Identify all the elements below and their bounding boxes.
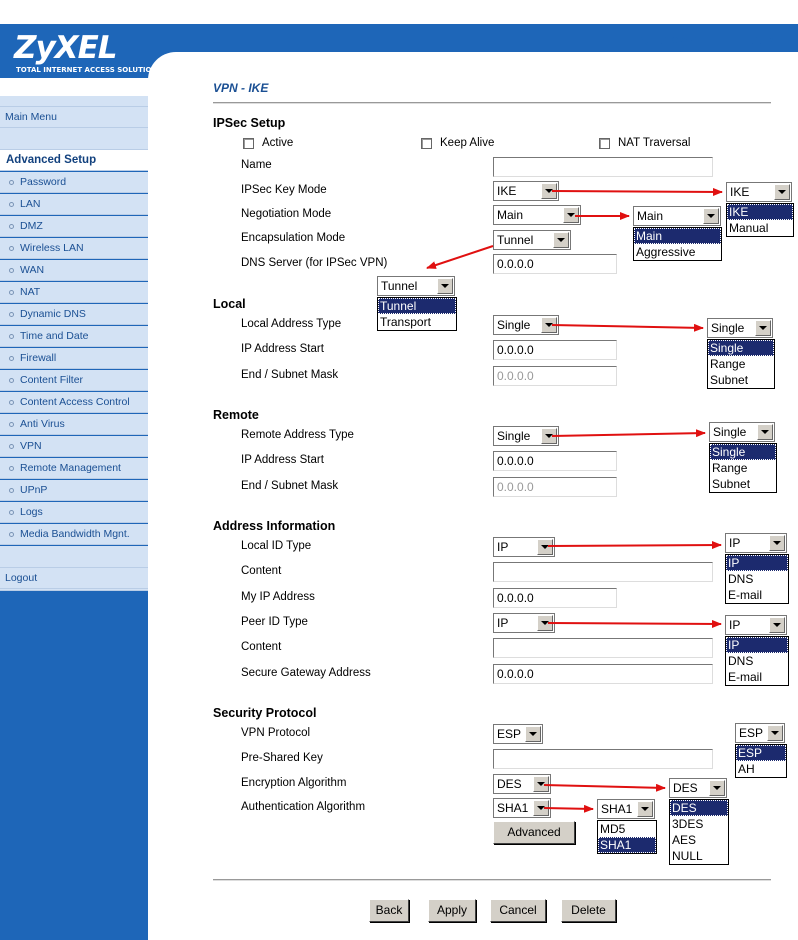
key-mode-select[interactable] xyxy=(493,181,559,201)
nat-traversal-checkbox[interactable] xyxy=(599,138,610,149)
encapsulation-select[interactable] xyxy=(493,230,571,250)
divider xyxy=(213,879,771,881)
local-ip-start-label: IP Address Start xyxy=(241,343,324,355)
select-value: SHA1 xyxy=(601,802,633,816)
sidebar-item-logs[interactable] xyxy=(0,502,148,523)
remote-end-input[interactable]: 0.0.0.0 xyxy=(493,477,617,497)
select-value: Main xyxy=(497,208,524,222)
bullet-icon xyxy=(9,466,14,471)
zyxel-logo: ZyXEL xyxy=(14,30,117,66)
option[interactable]: MD5 xyxy=(600,822,626,836)
sidebar-spacer xyxy=(0,546,148,568)
encryption-label: Encryption Algorithm xyxy=(241,777,347,789)
arrow xyxy=(544,808,593,809)
select-value: SHA1 xyxy=(497,801,529,815)
sidebar-item-remote-management[interactable] xyxy=(0,458,148,479)
sidebar-item-label: Remote Management xyxy=(20,462,121,474)
option[interactable]: SHA1 xyxy=(598,837,656,853)
key-mode-label: IPSec Key Mode xyxy=(241,184,327,196)
local-address-type-select-expanded[interactable] xyxy=(707,318,773,338)
option[interactable]: Range xyxy=(710,357,746,371)
sidebar-item-label: Media Bandwidth Mgnt. xyxy=(20,528,130,540)
option[interactable]: Tunnel xyxy=(378,298,456,314)
option[interactable]: NULL xyxy=(672,849,703,863)
active-checkbox[interactable] xyxy=(243,138,254,149)
option[interactable]: E-mail xyxy=(728,670,763,684)
name-input[interactable] xyxy=(493,157,713,177)
select-value: Tunnel xyxy=(381,279,418,293)
chevron-down-icon xyxy=(755,320,771,336)
sidebar-item-label: WAN xyxy=(20,264,45,276)
option[interactable]: Subnet xyxy=(712,477,751,491)
remote-end-label: End / Subnet Mask xyxy=(241,480,339,492)
local-address-type-options xyxy=(707,339,775,389)
encryption-select[interactable] xyxy=(493,774,551,794)
logo-tagline: TOTAL INTERNET ACCESS SOLUTION xyxy=(16,66,158,74)
site-map-link[interactable]: SITE MAP xyxy=(640,34,697,48)
chevron-down-icon xyxy=(767,725,783,741)
sidebar-logout[interactable] xyxy=(0,568,148,589)
negotiation-select-expanded[interactable] xyxy=(633,206,721,226)
back-button[interactable]: Back xyxy=(369,899,409,922)
sidebar-item-media-bandwidth-mgnt[interactable] xyxy=(0,524,148,545)
option[interactable]: Aggressive xyxy=(636,245,696,259)
peer-id-type-select-expanded[interactable] xyxy=(725,615,787,635)
sidebar-item-label: LAN xyxy=(20,198,41,210)
select-value: IP xyxy=(497,616,509,630)
bullet-icon xyxy=(9,312,14,317)
top-bar xyxy=(0,0,798,24)
chevron-down-icon xyxy=(537,615,553,631)
option[interactable]: Range xyxy=(712,461,748,475)
chevron-down-icon xyxy=(769,535,785,551)
select-value: IKE xyxy=(730,185,750,199)
bullet-icon xyxy=(9,532,14,537)
gateway-input[interactable]: 0.0.0.0 xyxy=(493,664,713,684)
sidebar-item-anti-virus[interactable] xyxy=(0,414,148,435)
arrow xyxy=(552,191,722,192)
sidebar-main-menu[interactable] xyxy=(0,107,148,128)
option[interactable]: Transport xyxy=(380,315,431,329)
bullet-icon xyxy=(9,356,14,361)
local-address-type-select[interactable] xyxy=(493,315,559,335)
sidebar-item-lan[interactable] xyxy=(0,194,148,215)
chevron-down-icon xyxy=(437,278,453,294)
apply-button[interactable]: Apply xyxy=(428,899,476,922)
sidebar-item-label: Time and Date xyxy=(20,330,89,342)
my-ip-label: My IP Address xyxy=(241,591,315,603)
sidebar-item-label: Firewall xyxy=(20,352,57,364)
bullet-icon xyxy=(9,334,14,339)
bullet-icon xyxy=(9,224,14,229)
sidebar-item-label: NAT xyxy=(20,286,41,298)
arrow xyxy=(552,433,705,436)
vpn-protocol-options xyxy=(735,744,787,778)
psk-label: Pre-Shared Key xyxy=(241,752,323,764)
sidebar-item-label: Wireless LAN xyxy=(20,242,84,254)
remote-address-type-label: Remote Address Type xyxy=(241,429,354,441)
divider xyxy=(213,102,771,104)
chevron-down-icon xyxy=(541,183,557,199)
bullet-icon xyxy=(9,268,14,273)
chevron-down-icon xyxy=(541,428,557,444)
sidebar-item-dmz[interactable] xyxy=(0,216,148,237)
select-value: DES xyxy=(673,781,698,795)
local-ip-start-input[interactable]: 0.0.0.0 xyxy=(493,340,617,360)
local-id-type-label: Local ID Type xyxy=(241,540,312,552)
sidebar-item-wireless-lan[interactable] xyxy=(0,238,148,259)
vpn-protocol-select-expanded[interactable] xyxy=(735,723,785,743)
arrow xyxy=(548,545,721,546)
select-value: Tunnel xyxy=(497,233,534,247)
select-value: ESP xyxy=(497,727,522,741)
select-value: ESP xyxy=(739,726,764,740)
keep-alive-label: Keep Alive xyxy=(440,137,495,149)
sidebar-item-label: Advanced Setup xyxy=(6,154,97,166)
vpn-protocol-select[interactable] xyxy=(493,724,543,744)
encryption-select-expanded[interactable] xyxy=(669,778,727,798)
bullet-icon xyxy=(9,488,14,493)
chevron-down-icon xyxy=(533,800,549,816)
sidebar-item-content-filter[interactable] xyxy=(0,370,148,391)
select-value: IP xyxy=(729,536,741,550)
chevron-down-icon xyxy=(709,780,725,796)
option[interactable]: AES xyxy=(672,833,697,847)
sidebar-item-upnp[interactable] xyxy=(0,480,148,501)
sidebar-item-wan[interactable] xyxy=(0,260,148,281)
local-id-type-select[interactable] xyxy=(493,537,555,557)
chevron-down-icon xyxy=(563,207,579,223)
arrow xyxy=(427,246,493,268)
option[interactable]: DNS xyxy=(728,654,754,668)
option[interactable]: Main xyxy=(634,228,721,244)
bullet-icon xyxy=(9,246,14,251)
section-address-information: Address Information xyxy=(213,519,336,533)
section-local: Local xyxy=(213,297,246,311)
chevron-down-icon xyxy=(757,424,773,440)
sidebar-item-time-and-date[interactable] xyxy=(0,326,148,347)
delete-button[interactable]: Delete xyxy=(561,899,616,922)
sidebar-item-label: Logs xyxy=(20,506,43,518)
chevron-down-icon xyxy=(537,539,553,555)
sidebar-item-firewall[interactable] xyxy=(0,348,148,369)
chevron-down-icon xyxy=(541,317,557,333)
sidebar-item-vpn[interactable] xyxy=(0,436,148,457)
sidebar-item-password[interactable] xyxy=(0,172,148,193)
sidebar-spacer xyxy=(0,589,148,591)
sidebar-item-dynamic-dns[interactable] xyxy=(0,304,148,325)
negotiation-label: Negotiation Mode xyxy=(241,208,332,220)
peer-id-type-options xyxy=(725,636,789,686)
option[interactable]: AH xyxy=(738,762,755,776)
chevron-down-icon xyxy=(703,208,719,224)
encryption-options xyxy=(669,799,729,865)
sidebar-item-label: Password xyxy=(20,176,67,188)
select-value: DES xyxy=(497,777,522,791)
bullet-icon xyxy=(9,180,14,185)
sidebar-item-label: Dynamic DNS xyxy=(20,308,86,320)
option[interactable]: DNS xyxy=(728,572,754,586)
bullet-icon xyxy=(9,202,14,207)
remote-address-type-select-expanded[interactable] xyxy=(709,422,775,442)
authentication-label: Authentication Algorithm xyxy=(241,801,366,813)
gateway-label: Secure Gateway Address xyxy=(241,667,371,679)
advanced-button[interactable]: Advanced xyxy=(493,821,575,844)
authentication-select[interactable] xyxy=(493,798,551,818)
negotiation-options xyxy=(633,227,722,261)
option[interactable]: 3DES xyxy=(672,817,704,831)
chevron-down-icon xyxy=(553,232,569,248)
arrow xyxy=(548,623,721,624)
chevron-down-icon xyxy=(533,776,549,792)
chevron-down-icon xyxy=(769,617,785,633)
sidebar-item-content-access-control[interactable] xyxy=(0,392,148,413)
sidebar-item-label: Content Access Control xyxy=(20,396,130,408)
encapsulation-select-expanded[interactable] xyxy=(377,276,455,296)
keep-alive-checkbox[interactable] xyxy=(421,138,432,149)
local-end-input[interactable]: 0.0.0.0 xyxy=(493,366,617,386)
option[interactable]: IP xyxy=(726,555,788,571)
option[interactable]: ESP xyxy=(736,745,786,761)
encapsulation-options xyxy=(377,297,457,331)
select-value: IKE xyxy=(497,184,517,198)
local-content-label: Content xyxy=(241,565,282,577)
bullet-icon xyxy=(9,444,14,449)
active-label: Active xyxy=(262,137,294,149)
sidebar-spacer xyxy=(0,128,148,150)
bullet-icon xyxy=(9,510,14,515)
sidebar-advanced-setup[interactable] xyxy=(0,150,148,171)
section-remote: Remote xyxy=(213,408,259,422)
sidebar-item-label: VPN xyxy=(20,440,42,452)
bullet-icon xyxy=(9,400,14,405)
option[interactable]: IP xyxy=(726,637,788,653)
peer-content-input[interactable] xyxy=(493,638,713,658)
dns-server-input[interactable]: 0.0.0.0 xyxy=(493,254,617,274)
my-ip-input[interactable]: 0.0.0.0 xyxy=(493,588,617,608)
peer-content-label: Content xyxy=(241,641,282,653)
bullet-icon xyxy=(9,290,14,295)
remote-address-type-options xyxy=(709,443,777,493)
section-security-protocol: Security Protocol xyxy=(213,706,317,720)
chevron-down-icon xyxy=(525,726,541,742)
key-mode-select-expanded[interactable] xyxy=(726,182,792,202)
sidebar-item-nat[interactable] xyxy=(0,282,148,303)
arrow xyxy=(552,325,703,328)
remote-ip-start-input[interactable]: 0.0.0.0 xyxy=(493,451,617,471)
remote-address-type-select[interactable] xyxy=(493,426,559,446)
authentication-select-expanded[interactable] xyxy=(597,799,655,819)
option[interactable]: IKE xyxy=(727,204,793,220)
sidebar-item-label: Logout xyxy=(5,572,38,584)
chevron-down-icon xyxy=(774,184,790,200)
peer-id-type-label: Peer ID Type xyxy=(241,616,308,628)
section-ipsec-setup: IPSec Setup xyxy=(213,116,286,130)
remote-ip-start-label: IP Address Start xyxy=(241,454,324,466)
select-value: Single xyxy=(497,318,531,332)
authentication-options xyxy=(597,820,657,854)
local-end-label: End / Subnet Mask xyxy=(241,369,339,381)
arrow xyxy=(544,785,665,788)
local-content-input[interactable] xyxy=(493,562,713,582)
key-mode-options xyxy=(726,203,794,237)
vpn-protocol-label: VPN Protocol xyxy=(241,727,311,739)
bullet-icon xyxy=(9,378,14,383)
name-label: Name xyxy=(241,159,272,171)
local-id-type-select-expanded[interactable] xyxy=(725,533,787,553)
bullet-icon xyxy=(9,422,14,427)
page-title: VPN - IKE xyxy=(213,81,269,95)
select-value: Single xyxy=(711,321,745,335)
help-link[interactable]: HELP xyxy=(741,34,774,48)
chevron-down-icon xyxy=(637,801,653,817)
option[interactable]: Single xyxy=(710,444,776,460)
sidebar-item-label: Content Filter xyxy=(20,374,84,386)
encapsulation-label: Encapsulation Mode xyxy=(241,232,346,244)
option[interactable]: Subnet xyxy=(710,373,749,387)
select-value: IP xyxy=(497,540,509,554)
nat-traversal-label: NAT Traversal xyxy=(618,137,691,149)
select-value: Single xyxy=(713,425,747,439)
option[interactable]: DES xyxy=(670,800,728,816)
select-value: IP xyxy=(729,618,741,632)
sidebar-item-label: DMZ xyxy=(20,220,43,232)
sidebar-spacer xyxy=(0,96,148,107)
peer-id-type-select[interactable] xyxy=(493,613,555,633)
option[interactable]: Manual xyxy=(729,221,769,235)
local-address-type-label: Local Address Type xyxy=(241,318,342,330)
sidebar-item-label: UPnP xyxy=(20,484,48,496)
local-id-type-options xyxy=(725,554,789,604)
dns-server-label: DNS Server (for IPSec VPN) xyxy=(241,257,388,269)
sidebar-item-label: Anti Virus xyxy=(20,418,65,430)
cancel-button[interactable]: Cancel xyxy=(490,899,546,922)
option[interactable]: E-mail xyxy=(728,588,763,602)
psk-input[interactable] xyxy=(493,749,713,769)
option[interactable]: Single xyxy=(708,340,774,356)
select-value: Main xyxy=(637,209,664,223)
select-value: Single xyxy=(497,429,531,443)
negotiation-select[interactable] xyxy=(493,205,581,225)
sidebar-item-label: Main Menu xyxy=(5,111,57,123)
